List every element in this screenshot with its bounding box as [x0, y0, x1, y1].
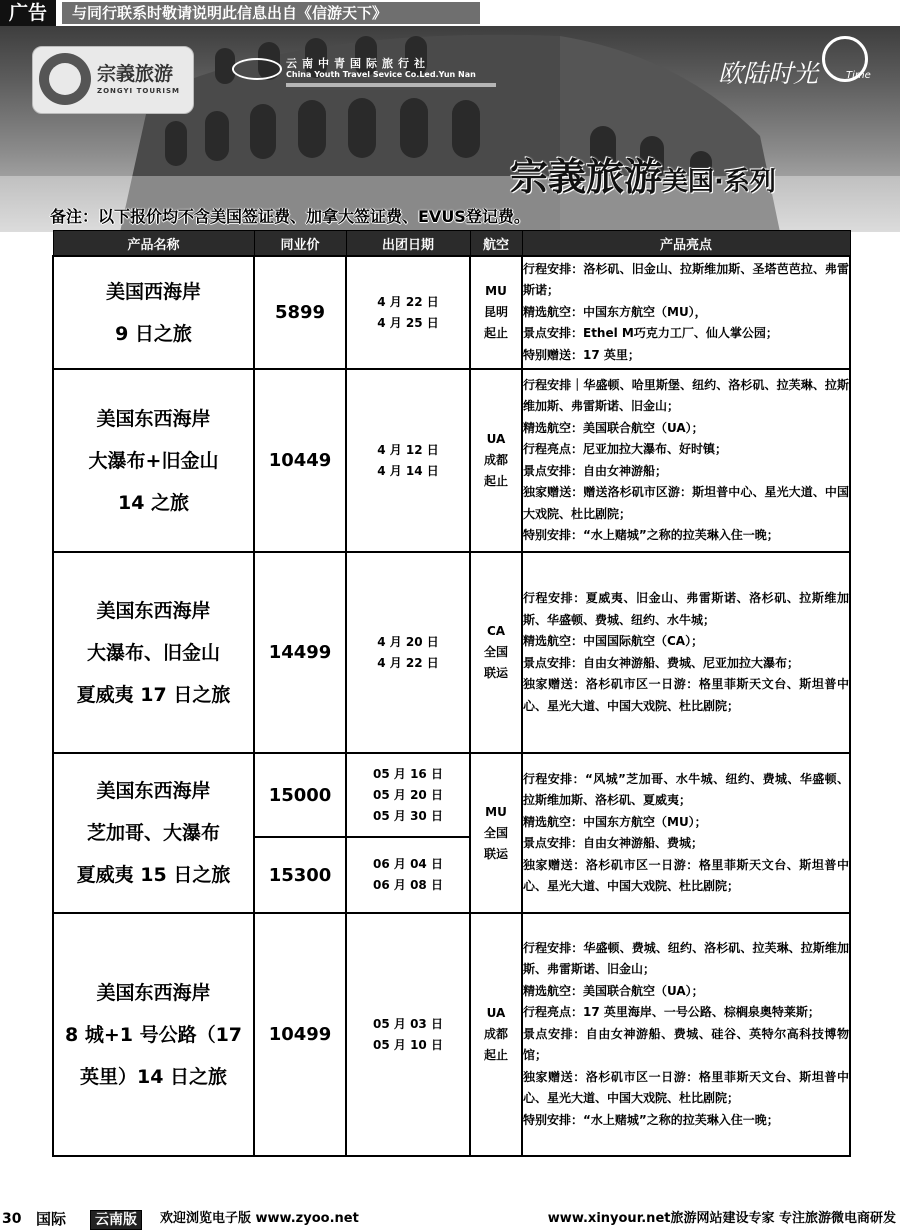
- edition-badge: 云南版: [90, 1210, 142, 1230]
- product-name: 美国东西海岸 大瀑布+旧金山 14 之旅: [53, 369, 254, 552]
- product-highlights: 行程安排｜华盛顿、哈里斯堡、纽约、洛杉矶、拉芙琳、拉斯维加斯、弗雷斯诺、旧金山； 精选航空：美国联合航空（UA）； 行程亮点：尼亚加拉大瀑布、好时镇； 景点安排：自由女神游船； 独家赠送：赠送洛杉矶市区游：斯坦普中心、星光大道、中国大戏院、杜比剧院； 特别安排：“水上赌城”之称的拉芙琳入住一晚；: [522, 369, 850, 552]
- welcome-link[interactable]: 欢迎浏览电子版 www.zyoo.net: [160, 1211, 359, 1226]
- airline-info: CA 全国 联运: [470, 552, 522, 753]
- table-row: [53, 552, 850, 753]
- header-dates: 出团日期: [346, 231, 470, 257]
- table-row: [53, 753, 850, 837]
- price-value: 14499: [254, 552, 346, 753]
- price-remark: 备注：以下报价均不含美国签证费、加拿大签证费、EVUS登记费。: [50, 207, 530, 226]
- footer-ad-link[interactable]: www.xinyour.net旅游网站建设专家 专注旅游微电商研发: [547, 1211, 896, 1226]
- series-title: [510, 146, 776, 201]
- airline-info: UA 成都 起止: [470, 369, 522, 552]
- product-name: 美国东西海岸 大瀑布、旧金山 夏威夷 17 日之旅: [53, 552, 254, 753]
- departure-dates: 4 月 12 日 4 月 14 日: [346, 369, 470, 552]
- top-bar: [0, 0, 900, 26]
- price-value: 10499: [254, 913, 346, 1156]
- cyts-contact-strip: [286, 83, 496, 87]
- airline-info: UA 成都 起止: [470, 913, 522, 1156]
- departure-dates: 4 月 22 日 4 月 25 日: [346, 256, 470, 369]
- header-airline: 航空: [470, 231, 522, 257]
- logo-en-text: ZONGYI TOURISM: [97, 87, 180, 95]
- price-value: 10449: [254, 369, 346, 552]
- cyts-emblem-icon: [232, 58, 282, 80]
- top-notice: 与同行联系时敬请说明此信息出自《信游天下》: [62, 2, 480, 24]
- series-main: 宗義旅游: [510, 155, 663, 199]
- product-highlights: 行程安排：夏威夷、旧金山、弗雷斯诺、洛杉矶、拉斯维加斯、华盛顿、费城、纽约、水牛城； 精选航空：中国国际航空（CA）； 景点安排：自由女神游船、费城、尼亚加拉大瀑布； 独家赠送：洛杉矶市区一日游：格里菲斯天文台、斯坦普中心、星光大道、中国大戏院、杜比剧院；: [522, 552, 850, 753]
- product-highlights: 行程安排：华盛顿、费城、纽约、洛杉矶、拉芙琳、拉斯维加斯、弗雷斯诺、旧金山； 精选航空：美国联合航空（UA）； 行程亮点：17 英里海岸、一号公路、棕榈泉奥特莱斯； 景点安排：自由女神游船、费城、硅谷、英特尔高科技博物馆； 独家赠送：洛杉矶市区一日游：格里菲斯天文台、斯坦普中心、星光大道、中国大戏院、杜比剧院； 特别安排：“水上赌城”之称的拉芙琳入住一晚；: [522, 913, 850, 1156]
- header-highlights: 产品亮点: [522, 231, 850, 257]
- zongyi-logo: [32, 46, 194, 114]
- departure-dates: 4 月 20 日 4 月 22 日: [346, 552, 470, 753]
- route-table: [52, 230, 851, 1157]
- table-row: [53, 913, 850, 1156]
- product-name: 美国东西海岸 8 城+1 号公路（17 英里）14 日之旅: [53, 913, 254, 1156]
- price-value: 5899: [254, 256, 346, 369]
- airline-info: MU 昆明 起止: [470, 256, 522, 369]
- header-product: 产品名称: [53, 231, 254, 257]
- product-name: 美国西海岸 9 日之旅: [53, 256, 254, 369]
- logo-cn-text: 宗義旅游: [97, 63, 174, 85]
- price-value: 15300: [254, 837, 346, 913]
- header-price: 同业价: [254, 231, 346, 257]
- hero-banner: [0, 26, 900, 232]
- cyts-en-text: China Youth Travel Sevice Co.Led.Yun Nan: [286, 70, 476, 79]
- product-name: 美国东西海岸 芝加哥、大瀑布 夏威夷 15 日之旅: [53, 753, 254, 913]
- departure-dates: 05 月 03 日 05 月 10 日: [346, 913, 470, 1156]
- europe-time-logo: 欧陆时光: [718, 59, 819, 88]
- ad-label: 广告: [0, 0, 56, 26]
- cyts-cn-text: 云南中青国际旅行社: [286, 57, 430, 70]
- airline-info: MU 全国 联运: [470, 753, 522, 913]
- product-highlights: 行程安排：“风城”芝加哥、水牛城、纽约、费城、华盛顿、拉斯维加斯、洛杉矶、夏威夷； 精选航空：中国东方航空（MU）； 景点安排：自由女神游船、费城； 独家赠送：洛杉矶市区一日游：格里菲斯天文台、斯坦普中心、星光大道、中国大戏院、杜比剧院；: [522, 753, 850, 913]
- table-row: [53, 369, 850, 552]
- footprint-icon: [39, 53, 91, 105]
- departure-dates: 06 月 04 日 06 月 08 日: [346, 837, 470, 913]
- europe-time-text: Time: [846, 70, 871, 81]
- page-number: 30: [2, 1211, 22, 1227]
- product-highlights: 行程安排：洛杉矶、旧金山、拉斯维加斯、圣塔芭芭拉、弗雷斯诺； 精选航空：中国东方航空（MU）， 景点安排：Ethel M巧克力工厂、仙人掌公园； 特别赠送：17 英里；: [522, 256, 850, 369]
- page-footer: [0, 1208, 900, 1230]
- section-label: 国际: [36, 1210, 67, 1228]
- series-sub: 美国·系列: [662, 167, 776, 197]
- table-header-row: [53, 231, 850, 257]
- price-value: 15000: [254, 753, 346, 837]
- departure-dates: 05 月 16 日 05 月 20 日 05 月 30 日: [346, 753, 470, 837]
- table-row: [53, 256, 850, 369]
